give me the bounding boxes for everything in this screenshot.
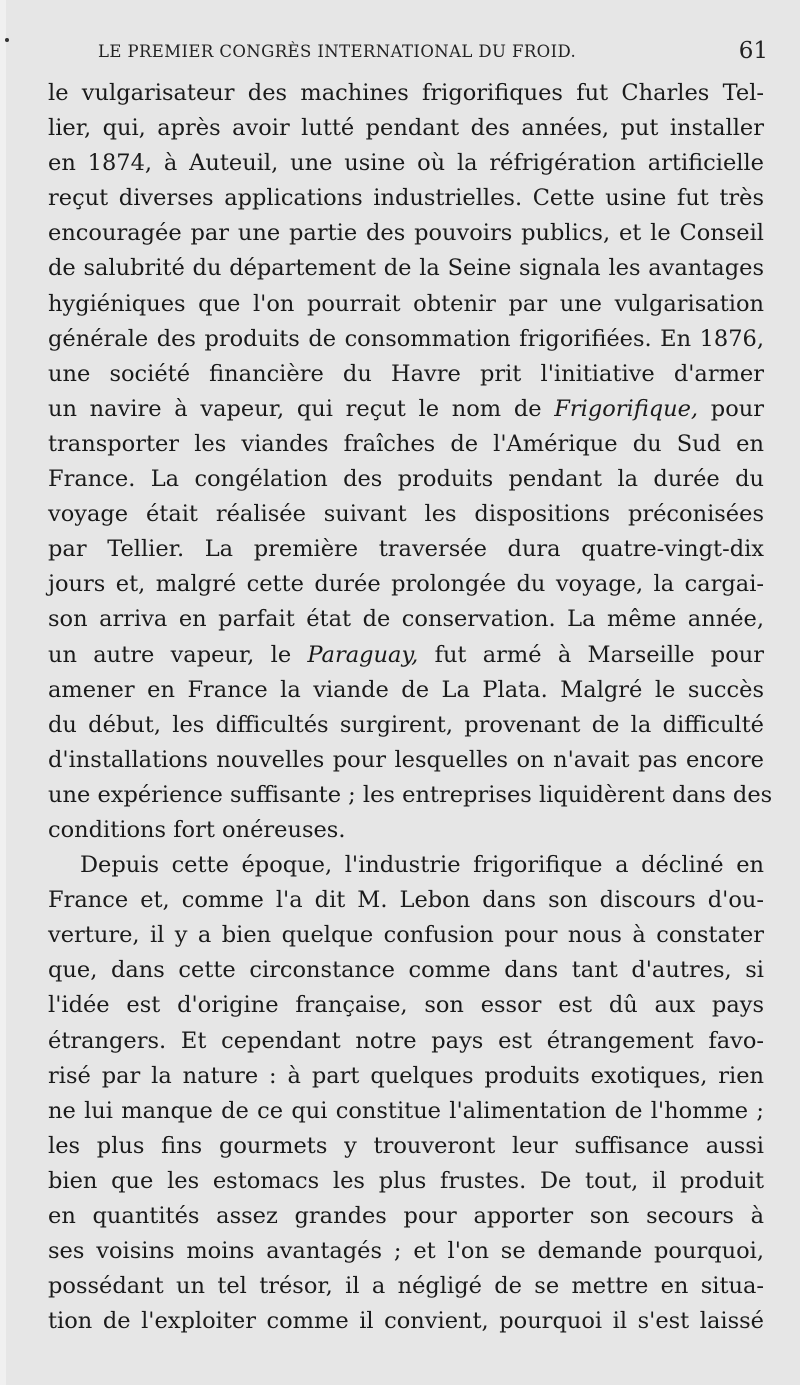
text-line: voyage était réalisée suivant les dispositions préconisées	[48, 501, 764, 528]
text-line: étrangers. Et cependant notre pays est étrangement favo-	[48, 1027, 764, 1054]
text-line: que, dans cette circonstance comme dans tant d'autres, si	[48, 957, 764, 984]
page-number: 61	[738, 38, 768, 64]
text-line: France et, comme l'a dit M. Lebon dans son discours d'ou-	[48, 887, 764, 914]
text-line: amener en France la viande de La Plata. Malgré le succès	[48, 676, 764, 703]
text-line: tion de l'exploiter comme il convient, pourquoi il s'est laissé	[48, 1308, 764, 1335]
text-line: possédant un tel trésor, il a négligé de se mettre en situa-	[48, 1273, 764, 1300]
text-line: reçut diverses applications industrielles. Cette usine fut très	[48, 185, 764, 212]
text-line	[48, 392, 764, 427]
text-run: pour	[698, 395, 764, 422]
running-head-title: LE PREMIER CONGRÈS INTERNATIONAL DU FROID.	[98, 42, 577, 61]
text-line: l'idée est d'origine française, son essor est dû aux pays	[48, 992, 764, 1019]
text-line: d'installations nouvelles pour lesquelles on n'avait pas encore	[48, 746, 764, 773]
text-line: en 1874, à Auteuil, une usine où la réfrigération artificielle	[48, 150, 764, 177]
text-line: risé par la nature : à part quelques produits exotiques, rien	[48, 1062, 764, 1089]
text-line: transporter les viandes fraîches de l'Amérique du Sud en	[48, 430, 764, 457]
page-left-edge	[0, 0, 6, 1385]
text-line: encouragée par une partie des pouvoirs publics, et le Conseil	[48, 220, 764, 247]
paragraph	[48, 848, 764, 1339]
margin-mark	[5, 38, 9, 42]
text-line: son arriva en parfait état de conservation. La même année,	[48, 606, 764, 633]
text-run: un autre vapeur, le	[48, 641, 308, 668]
running-head	[98, 38, 768, 66]
text-run: fut armé à Marseille pour	[418, 641, 765, 668]
text-line: Depuis cette époque, l'industrie frigorifique a décliné en	[80, 852, 764, 879]
ship-name-frigorifique: Frigorifique,	[554, 395, 699, 422]
text-line	[48, 638, 764, 673]
text-line: par Tellier. La première traversée dura quatre-vingt-dix	[48, 536, 764, 563]
text-line: générale des produits de consommation frigorifiées. En 1876,	[48, 325, 764, 352]
text-line: ne lui manque de ce qui constitue l'alimentation de l'homme ;	[48, 1097, 764, 1124]
text-line: les plus fins gourmets y trouveront leur suffisance aussi	[48, 1132, 764, 1159]
text-line: de salubrité du département de la Seine signala les avantages	[48, 255, 764, 282]
ship-name-paraguay: Paraguay,	[307, 641, 419, 668]
paragraph	[48, 76, 773, 848]
text-line: hygiéniques que l'on pourrait obtenir par une vulgarisation	[48, 290, 764, 317]
text-line: jours et, malgré cette durée prolongée du voyage, la cargai-	[48, 571, 764, 598]
text-line: lier, qui, après avoir lutté pendant des années, put installer	[48, 115, 764, 142]
text-line: du début, les difficultés surgirent, provenant de la difficulté	[48, 711, 764, 738]
body-text	[48, 76, 773, 1339]
text-line: ses voisins moins avantagés ; et l'on se demande pourquoi,	[48, 1238, 764, 1265]
text-line: France. La congélation des produits pendant la durée du	[48, 466, 764, 493]
text-line: verture, il y a bien quelque confusion pour nous à constater	[48, 922, 764, 949]
text-line: en quantités assez grandes pour apporter son secours à	[48, 1203, 764, 1229]
text-line: conditions fort onéreuses.	[48, 816, 346, 843]
text-line: bien que les estomacs les plus frustes. De tout, il produit	[48, 1167, 764, 1194]
text-run: un navire à vapeur, qui reçut le nom de	[48, 395, 555, 422]
text-line: une société financière du Havre prit l'initiative d'armer	[48, 360, 764, 387]
text-line: le vulgarisateur des machines frigorifiques fut Charles Tel-	[48, 80, 764, 106]
text-line: une expérience suffisante ; les entreprises liquidèrent dans des	[48, 781, 773, 808]
